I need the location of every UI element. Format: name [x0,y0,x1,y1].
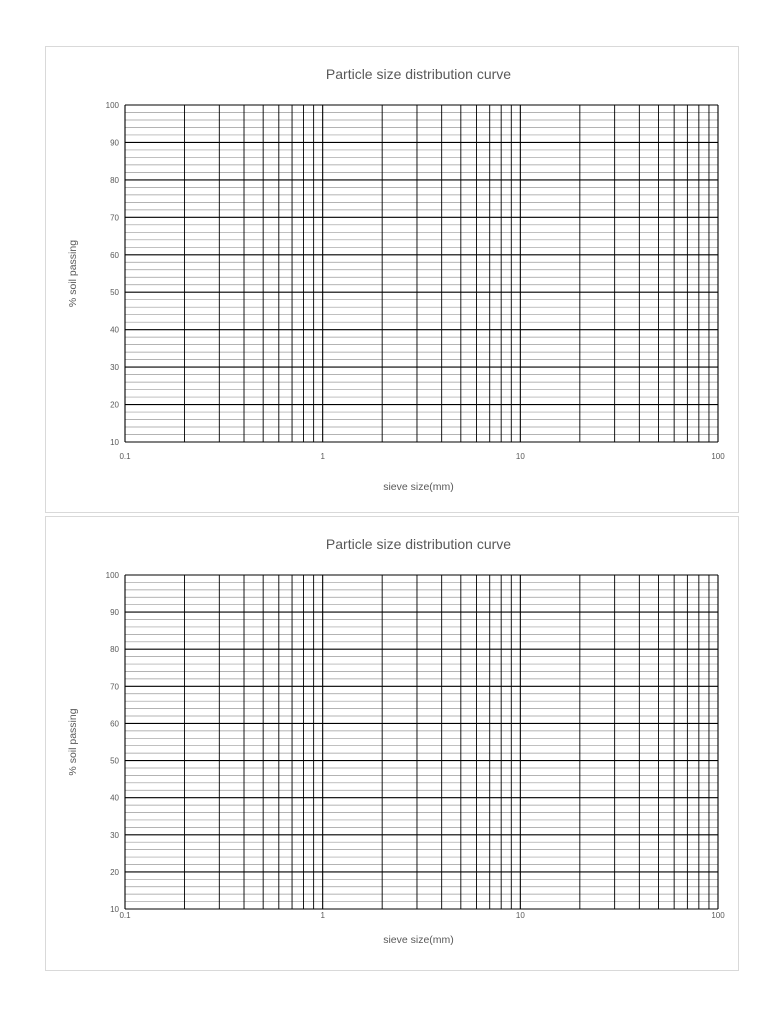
chart1-y-tick-label: 30 [110,363,119,373]
chart2-y-tick-label: 70 [110,682,119,692]
chart1-y-tick-label: 60 [110,250,119,260]
chart1-y-tick-label: 90 [110,138,119,148]
chart2-y-tick-label: 80 [110,645,119,655]
chart1-y-tick-label: 40 [110,325,119,335]
chart-panel-bottom [45,516,739,971]
chart1-y-tick-label: 50 [110,288,119,298]
chart1-y-tick-label: 20 [110,400,119,410]
chart1-y-tick-label: 80 [110,175,119,185]
chart-svg-bottom [46,517,740,972]
chart2-y-tick-label: 60 [110,719,119,729]
chart2-x-tick-label: 0.1 [119,911,131,920]
chart2-y-tick-label: 50 [110,756,119,766]
chart2-y-tick-label: 10 [110,905,119,914]
chart2-x-tick-label: 100 [711,911,725,920]
chart2-y-tick-label: 100 [105,571,119,580]
chart1-x-tick-label: 1 [320,452,325,461]
chart-panel-top [45,46,739,513]
chart1-y-tick-label: 10 [110,438,119,447]
chart-svg-top [46,47,740,514]
chart2-y-axis-label: % soil passing [67,708,79,776]
chart2-title: Particle size distribution curve [325,536,512,552]
chart2-y-tick-label: 40 [110,793,119,803]
chart1-x-tick-label: 0.1 [119,452,131,461]
chart1-x-tick-label: 10 [515,452,525,461]
chart1-y-tick-label: 100 [105,101,119,110]
chart2-x-tick-label: 1 [320,911,325,920]
chart1-x-axis-label: sieve size(mm) [383,481,454,493]
chart2-y-tick-label: 90 [110,608,119,618]
chart1-title: Particle size distribution curve [325,66,512,82]
chart2-x-axis-label: sieve size(mm) [383,934,454,946]
chart1-y-tick-label: 70 [110,213,119,223]
chart1-x-tick-label: 100 [711,452,725,461]
chart2-y-tick-label: 20 [110,867,119,877]
chart2-x-tick-label: 10 [515,911,525,920]
chart1-y-axis-label: % soil passing [67,239,79,308]
chart2-y-tick-label: 30 [110,830,119,840]
